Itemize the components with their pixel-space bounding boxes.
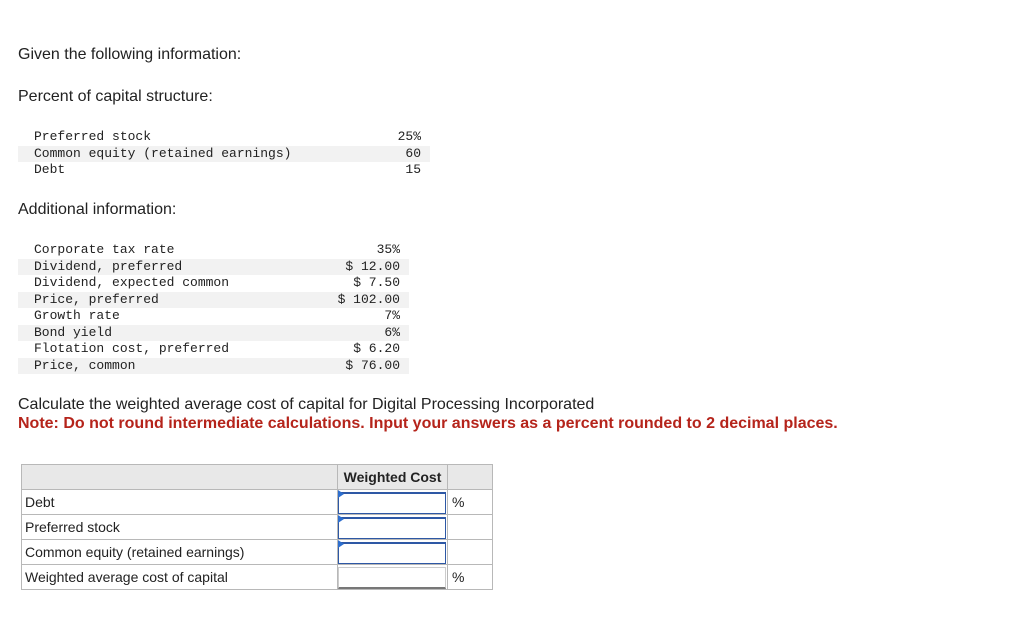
row-label: Preferred stock <box>22 515 338 540</box>
additional-info-table <box>18 242 409 374</box>
answer-row-wacc <box>22 565 493 590</box>
input-cell <box>338 565 448 590</box>
answer-row-preferred <box>22 515 493 540</box>
unit-label: % <box>448 490 493 515</box>
row-value: 7% <box>384 308 400 323</box>
table-row <box>18 325 409 342</box>
row-label: Weighted average cost of capital <box>22 565 338 590</box>
header-unit-cell <box>448 465 493 490</box>
intro-given-text: Given the following information: <box>18 46 242 63</box>
row-value: 6% <box>334 325 409 342</box>
preferred-cost-input[interactable] <box>338 517 446 539</box>
input-cell <box>338 515 448 540</box>
row-value: 25% <box>397 129 421 144</box>
row-label: Debt <box>34 162 66 177</box>
table-row <box>18 308 409 325</box>
row-label: Common equity (retained earnings) <box>22 540 338 565</box>
table-row <box>18 146 430 163</box>
row-label: Dividend, preferred <box>18 259 334 276</box>
flag-icon <box>338 515 344 523</box>
row-value: $ 12.00 <box>334 259 409 276</box>
row-value: $ 6.20 <box>353 341 400 356</box>
answer-header-row <box>22 465 493 490</box>
wacc-input[interactable] <box>338 567 446 589</box>
unit-label: % <box>448 565 493 590</box>
row-label: Price, common <box>18 358 334 375</box>
flag-icon <box>338 540 344 548</box>
answer-row-debt <box>22 490 493 515</box>
input-cell <box>338 490 448 515</box>
row-label: Growth rate <box>34 308 120 323</box>
additional-heading: Additional information: <box>18 201 177 218</box>
row-label: Price, preferred <box>18 292 334 309</box>
row-value: 60 <box>334 146 430 163</box>
input-cell <box>338 540 448 565</box>
row-value: $ 102.00 <box>334 292 409 309</box>
table-row <box>18 292 409 309</box>
flag-icon <box>338 490 344 498</box>
table-row <box>18 275 409 292</box>
header-blank-cell <box>22 465 338 490</box>
unit-label <box>448 515 493 540</box>
table-row <box>18 341 409 358</box>
row-value: $ 7.50 <box>353 275 400 290</box>
table-row <box>18 162 430 179</box>
row-value: 35% <box>376 242 400 257</box>
row-value: $ 76.00 <box>334 358 409 375</box>
row-label: Corporate tax rate <box>34 242 175 257</box>
instruction-note: Note: Do not round intermediate calculations. Input your answers as a percent rounded to 2 decimal places. <box>18 415 838 432</box>
common-cost-input[interactable] <box>338 542 446 564</box>
row-label: Preferred stock <box>34 129 152 144</box>
table-row <box>18 358 409 375</box>
weighted-cost-header: Weighted Cost <box>338 465 448 490</box>
row-label: Common equity (retained earnings) <box>18 146 334 163</box>
row-label: Flotation cost, preferred <box>34 341 230 356</box>
row-label: Debt <box>22 490 338 515</box>
question-text: Calculate the weighted average cost of capital for Digital Processing Incorporated <box>18 396 595 413</box>
debt-cost-input[interactable] <box>338 492 446 514</box>
percent-heading: Percent of capital structure: <box>18 88 213 105</box>
table-row <box>18 129 430 146</box>
unit-label <box>448 540 493 565</box>
answer-row-common <box>22 540 493 565</box>
row-label: Bond yield <box>18 325 334 342</box>
row-label: Dividend, expected common <box>34 275 230 290</box>
row-value: 15 <box>405 162 421 177</box>
table-row <box>18 242 409 259</box>
capital-structure-table <box>18 129 430 179</box>
table-row <box>18 259 409 276</box>
answer-table <box>21 464 493 590</box>
